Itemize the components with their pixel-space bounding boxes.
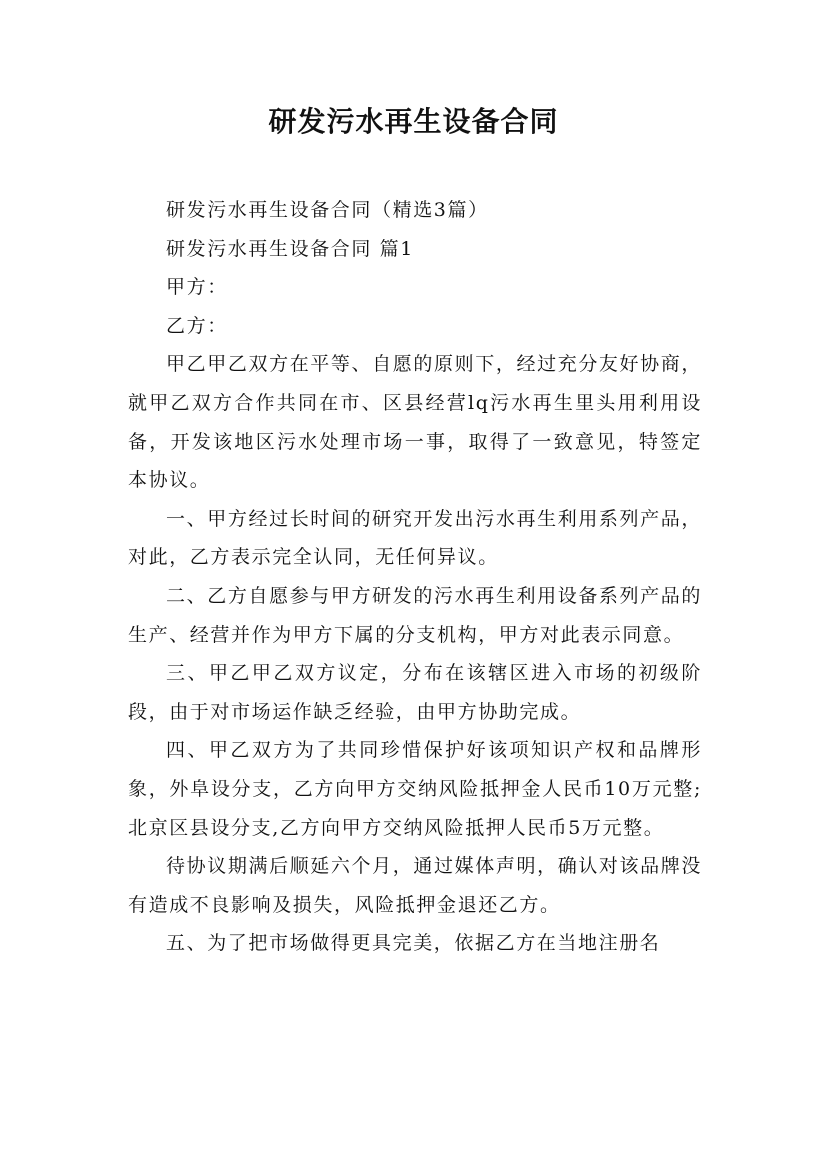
paragraph-clause-4: 四、甲乙双方为了共同珍惜保护好该项知识产权和品牌形象，外阜设分支，乙方向甲方交纳风险抵押金人民币10万元整;北京区县设分支,乙方向甲方交纳风险抵押人民币5万元整。 <box>128 739 702 839</box>
paragraph-clause-3: 三、甲乙甲乙双方议定，分布在该辖区进入市场的初级阶段，由于对市场运作缺乏经验，由甲方协助完成。 <box>128 662 702 723</box>
paragraph-preamble: 甲乙甲乙双方在平等、自愿的原则下，经过充分友好协商，就甲乙双方合作共同在市、区县经营lq污水再生里头用利用设备，开发该地区污水处理市场一事，取得了一致意见，特签定本协议。 <box>128 353 702 492</box>
document-title: 研发污水再生设备合同 <box>268 105 559 138</box>
paragraph-party-a: 甲方： <box>166 276 228 299</box>
paragraph-clause-4-note: 待协议期满后顺延六个月，通过媒体声明，确认对该品牌没有造成不良影响及损失，风险抵押金退还乙方。 <box>128 855 702 916</box>
paragraph-clause-2: 二、乙方自愿参与甲方研发的污水再生利用设备系列产品的生产、经营并作为甲方下属的分支机构，甲方对此表示同意。 <box>128 584 702 646</box>
paragraph-clause-1: 一、甲方经过长时间的研究开发出污水再生利用系列产品，对此，乙方表示完全认同，无任何异议。 <box>128 507 702 569</box>
document-body <box>128 191 702 963</box>
paragraph-subtitle: 研发污水再生设备合同（精选3篇） <box>166 199 489 221</box>
paragraph-clause-5: 五、为了把市场做得更具完美，依据乙方在当地注册名 <box>166 932 661 955</box>
paragraph-section-heading: 研发污水再生设备合同 篇1 <box>166 237 414 260</box>
paragraph-party-b: 乙方： <box>166 314 228 337</box>
